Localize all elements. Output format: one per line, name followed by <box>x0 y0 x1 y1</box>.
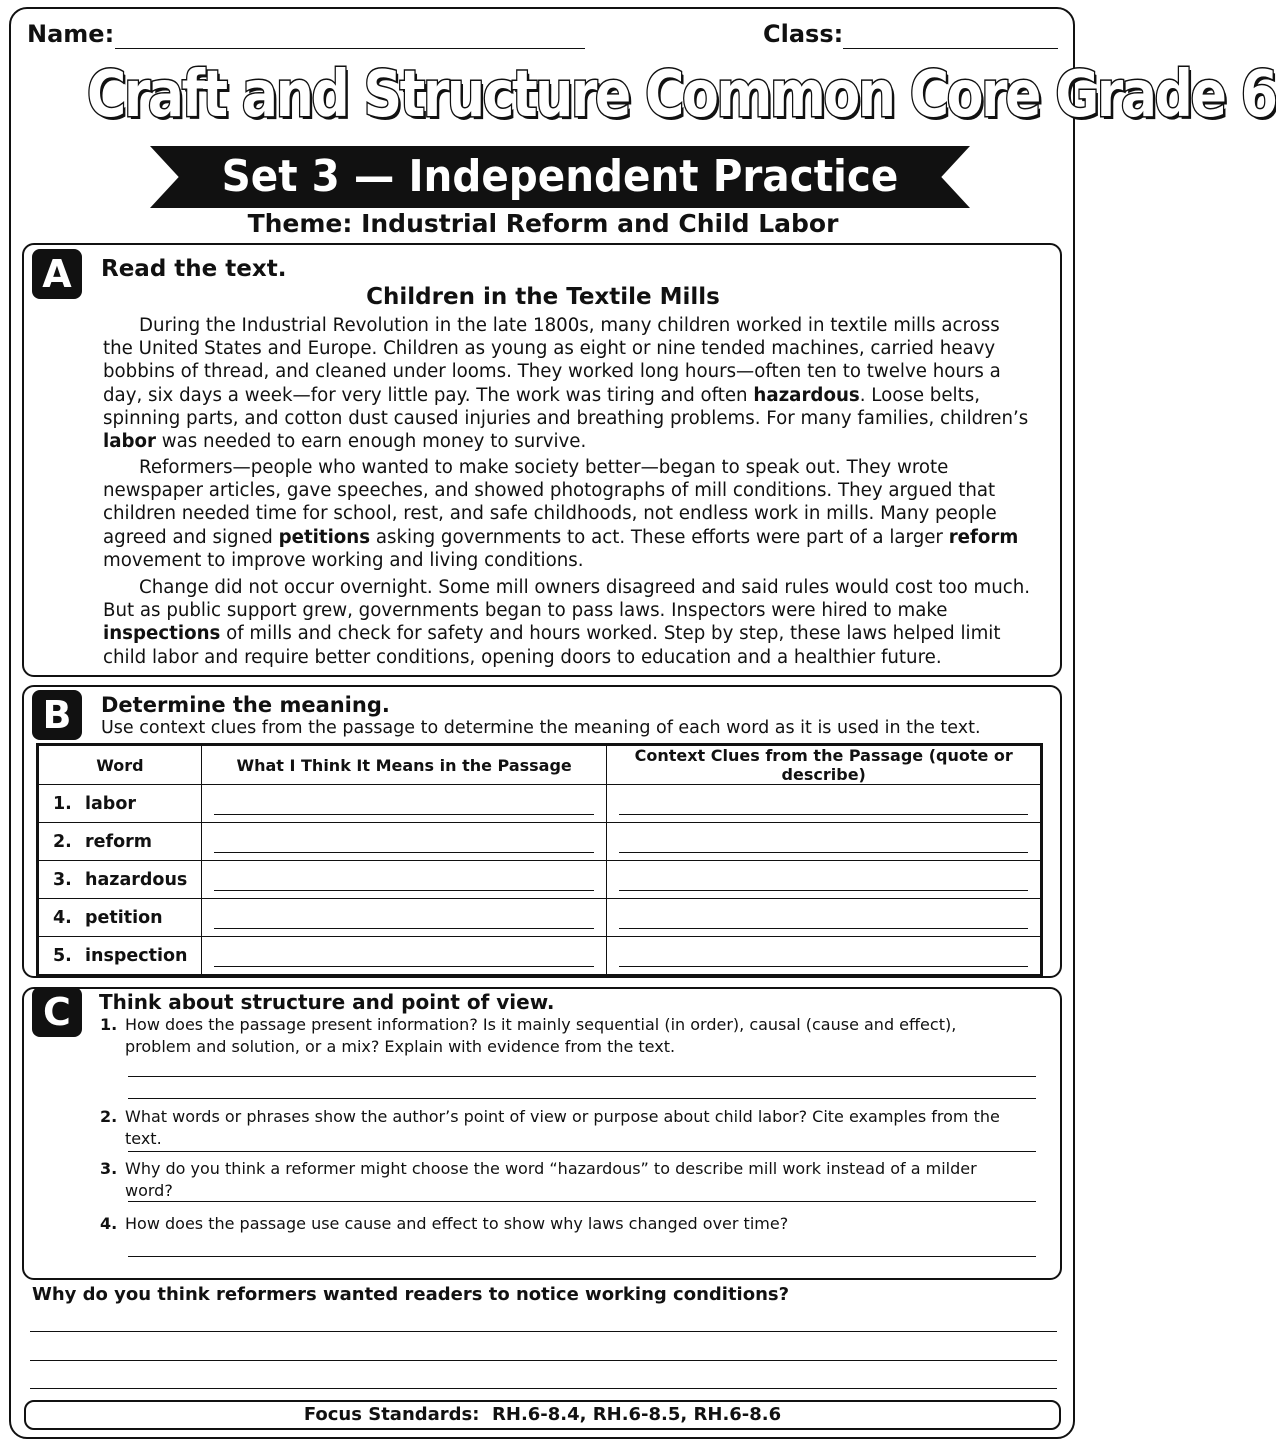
section-b-badge: B <box>32 690 82 740</box>
column-header: What I Think It Means in the Passage <box>201 745 607 785</box>
word-cell: 4. petition <box>38 899 202 937</box>
word-cell: 1. labor <box>38 785 202 823</box>
answer-line[interactable] <box>30 1360 1057 1361</box>
table-row <box>38 861 1042 899</box>
worksheet-theme: Theme: Industrial Reform and Child Labor <box>247 209 839 238</box>
answer-line[interactable] <box>128 1098 1036 1099</box>
vocab-term-hazardous: hazardous <box>753 384 860 406</box>
meaning-answer-field[interactable] <box>201 823 607 861</box>
section-c-heading: Think about structure and point of view. <box>99 990 555 1014</box>
section-b-heading: Determine the meaning. <box>101 693 390 717</box>
worksheet-subtitle: Set 3 — Independent Practice <box>221 151 899 202</box>
meaning-answer-field[interactable] <box>201 861 607 899</box>
passage-title: Children in the Textile Mills <box>366 284 720 310</box>
meaning-answer-field[interactable] <box>201 785 607 823</box>
section-a-badge: A <box>32 249 82 299</box>
column-header: Word <box>38 745 202 785</box>
vocab-term-labor: labor <box>103 431 156 453</box>
answer-line[interactable] <box>128 1151 1036 1152</box>
focus-standards <box>24 1400 1061 1430</box>
section-c-badge: C <box>32 987 82 1037</box>
context-clue-answer-field[interactable] <box>607 785 1042 823</box>
question-2: 2. What words or phrases show the author’s point of view or purpose about child labor? Cite examples from the text. <box>100 1107 1000 1148</box>
answer-line[interactable] <box>30 1331 1057 1332</box>
word-cell: 2. reform <box>38 823 202 861</box>
answer-line[interactable] <box>128 1201 1036 1202</box>
word-cell: 5. inspection <box>38 937 202 976</box>
question-1: 1. How does the passage present information? Is it mainly sequential (in order), causal (cause and effect), problem and solution, or a mix? Explain with evidence from the text. <box>100 1015 957 1056</box>
context-clue-answer-field[interactable] <box>607 937 1042 976</box>
context-clue-answer-field[interactable] <box>607 899 1042 937</box>
final-question: Why do you think reformers wanted readers to notice working conditions? <box>32 1284 790 1305</box>
table-row <box>38 937 1042 976</box>
class-field[interactable] <box>843 48 1058 49</box>
worksheet-title: Craft and Structure Common Core Grade 6 <box>86 58 1276 132</box>
meaning-answer-field[interactable] <box>201 937 607 976</box>
table-row <box>38 823 1042 861</box>
vocab-term-petitions: petitions <box>278 526 371 548</box>
answer-line[interactable] <box>128 1076 1036 1077</box>
passage-paragraph-3: Change did not occur overnight. Some mill owners disagreed and said rules would cost too much. But as public support grew, governments began to pass laws. Inspectors were hired to make inspections of mills and check for safety and hours worked. Step by step, these laws helped limit child labor and require better conditions, opening doors to education and a healthier future. <box>103 577 1031 668</box>
answer-line[interactable] <box>128 1256 1036 1257</box>
focus-standards-list: RH.6-8.4, RH.6-8.5, RH.6-8.6 <box>492 1404 782 1425</box>
question-3: 3. Why do you think a reformer might choose the word “hazardous” to describe mill work instead of a milder word? <box>100 1159 977 1200</box>
passage-paragraph-2: Reformers—people who wanted to make society better—began to speak out. They wrote newspaper articles, gave speeches, and showed photographs of mill conditions. They argued that children needed time for school, rest, and safe childhoods, not endless work in mills. Many people agreed and signed petitions asking governments to act. These efforts were part of a larger reform movement to improve working and living conditions. <box>103 457 1019 571</box>
vocabulary-table <box>36 743 1043 977</box>
table-row <box>38 899 1042 937</box>
name-label: Name: <box>27 20 115 48</box>
table-row <box>38 785 1042 823</box>
class-label: Class: <box>763 20 844 48</box>
word-cell: 3. hazardous <box>38 861 202 899</box>
vocab-term-reform: reform <box>948 526 1019 548</box>
answer-line[interactable] <box>30 1388 1057 1389</box>
table-header-row <box>38 745 1042 785</box>
focus-standards-label: Focus Standards: <box>303 1404 480 1425</box>
section-a-heading: Read the text. <box>101 256 287 282</box>
name-field[interactable] <box>115 48 585 49</box>
section-b-instructions: Use context clues from the passage to determine the meaning of each word as it is used in the text. <box>101 718 981 738</box>
passage-paragraph-1: During the Industrial Revolution in the late 1800s, many children worked in textile mills across the United States and Europe. Children as young as eight or nine tended machines, carried heavy bobbins of thread, and cleaned under looms. They worked long hours—often ten to twelve hours a day, six days a week—for very little pay. The work was tiring and often hazardous. Loose belts, spinning parts, and cotton dust caused injuries and breathing problems. For many families, children’s labor was needed to earn enough money to survive. <box>103 315 1029 453</box>
context-clue-answer-field[interactable] <box>607 861 1042 899</box>
column-header: Context Clues from the Passage (quote or describe) <box>607 745 1042 785</box>
question-4: 4. How does the passage use cause and effect to show why laws changed over time? <box>100 1214 789 1233</box>
vocab-term-inspections: inspections <box>103 623 221 645</box>
context-clue-answer-field[interactable] <box>607 823 1042 861</box>
meaning-answer-field[interactable] <box>201 899 607 937</box>
